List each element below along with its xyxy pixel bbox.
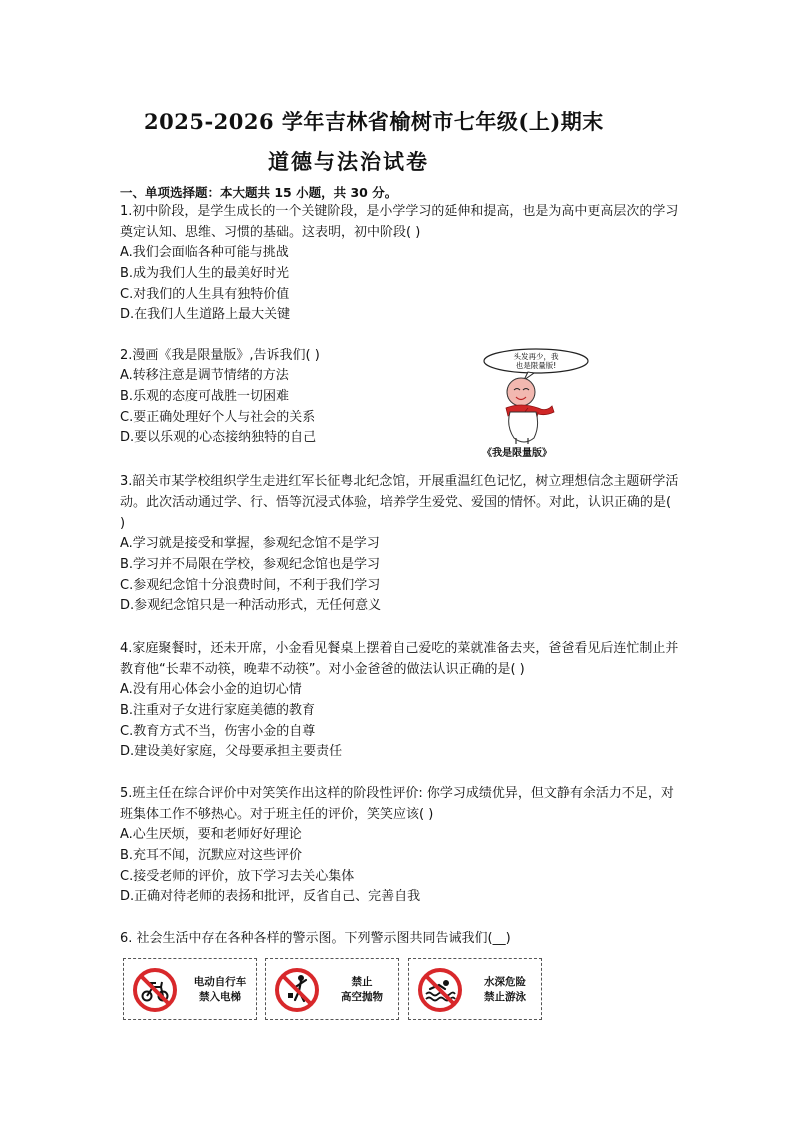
question-5-option-d: D.正确对待老师的表扬和批评，反省自己、完善自我 xyxy=(120,889,421,905)
exam-title-line1: 2025-2026 学年吉林省榆树市七年级(上)期末 xyxy=(144,109,604,134)
question-3-option-c: C.参观纪念馆十分浪费时间，不利于我们学习 xyxy=(120,577,381,593)
exam-title-line2: 道德与法治试卷 xyxy=(268,149,429,174)
question-4-option-c: C.教育方式不当，伤害小金的自尊 xyxy=(120,723,316,739)
question-1-option-d: D.在我们人生道路上最大关键 xyxy=(120,307,291,323)
question-2-option-c: C.要正确处理好个人与社会的关系 xyxy=(120,409,316,425)
bubble-text-1: 头发再少，我 xyxy=(513,352,559,361)
question-4-option-a: A.没有用心体会小金的迫切心情 xyxy=(120,682,302,697)
warning-sign-swimming-line2: 禁止游泳 xyxy=(484,991,526,1003)
question-3-option-b: B.学习并不局限在学校，参观纪念馆也是学习 xyxy=(120,556,381,572)
cartoon-limited-edition xyxy=(476,346,596,458)
warning-sign-throwing xyxy=(265,958,399,1020)
cartoon-illustration xyxy=(476,346,596,446)
question-1 xyxy=(120,201,680,326)
question-5-option-a: A.心生厌烦，要和老师好好理论 xyxy=(120,827,302,842)
question-4 xyxy=(120,638,680,763)
no-swimming-icon xyxy=(417,967,463,1013)
question-2 xyxy=(120,345,460,449)
warning-sign-throwing-line1: 禁止 xyxy=(351,976,373,988)
question-5-stem: 5.班主任在综合评价中对笑笑作出这样的阶段性评价: 你学习成绩优异，但文静有余活力不足，对班集体工作不够热心。对于班主任的评价，笑笑应该( ) xyxy=(120,786,674,822)
question-2-option-a: A.转移注意是调节情绪的方法 xyxy=(120,368,289,383)
question-1-stem: 1.初中阶段，是学生成长的一个关键阶段，是小学学习的延伸和提高，也是为高中更高层次的学习奠定认知、思维、习惯的基础。这表明，初中阶段( ) xyxy=(120,204,679,240)
bubble-text-2: 也是限量版! xyxy=(515,361,557,370)
question-4-option-d: D.建设美好家庭，父母要承担主要责任 xyxy=(120,744,343,760)
section-heading: 一、单项选择题：本大题共 15 小题，共 30 分。 xyxy=(120,185,398,200)
warning-sign-throwing-text xyxy=(328,975,396,1005)
warning-sign-throwing-line2: 高空抛物 xyxy=(341,991,383,1003)
question-1-option-b: B.成为我们人生的最美好时光 xyxy=(120,265,290,281)
question-3-stem: 3.韶关市某学校组织学生走进红军长征粤北纪念馆，开展重温红色记忆，树立理想信念主题研学活动。此次活动通过学、行、悟等沉浸式体验，培养学生爱党、爱国的情怀。对此，认识正确的是( ) xyxy=(120,474,679,531)
no-ebike-icon xyxy=(132,967,178,1013)
question-1-option-c: C.对我们的人生具有独特价值 xyxy=(120,286,290,302)
question-6 xyxy=(120,928,680,949)
warning-sign-ebike xyxy=(123,958,257,1020)
question-3 xyxy=(120,471,680,617)
warning-sign-ebike-line2: 禁入电梯 xyxy=(199,991,241,1003)
question-2-stem: 2.漫画《我是限量版》,告诉我们( ) xyxy=(120,348,320,363)
warning-sign-swimming xyxy=(408,958,542,1020)
warning-sign-ebike-line1: 电动自行车 xyxy=(193,976,247,988)
warning-sign-ebike-text xyxy=(186,975,254,1005)
no-throwing-icon xyxy=(274,967,320,1013)
question-5-option-b: B.充耳不闻，沉默应对这些评价 xyxy=(120,847,303,863)
question-1-option-a: A.我们会面临各种可能与挑战 xyxy=(120,245,289,260)
question-3-option-d: D.参观纪念馆只是一种活动形式，无任何意义 xyxy=(120,598,382,614)
question-4-option-b: B.注重对子女进行家庭美德的教育 xyxy=(120,702,316,718)
warning-sign-swimming-line1: 水深危险 xyxy=(484,976,526,988)
question-3-option-a: A.学习就是接受和掌握，参观纪念馆不是学习 xyxy=(120,536,380,551)
question-5-option-c: C.接受老师的评价，放下学习去关心集体 xyxy=(120,868,355,884)
cartoon-caption: 《我是限量版》 xyxy=(482,448,552,459)
question-6-stem: 6. 社会生活中存在各种各样的警示图。下列警示图共同告诫我们(__) xyxy=(120,931,511,946)
warning-sign-swimming-text xyxy=(471,975,539,1005)
question-4-stem: 4.家庭聚餐时，还未开席，小金看见餐桌上摆着自己爱吃的菜就准备去夹，爸爸看见后连忙制止并教育他“长辈不动筷，晚辈不动筷”。对小金爸爸的做法认识正确的是( ) xyxy=(120,641,679,677)
question-2-option-d: D.要以乐观的心态接纳独特的自己 xyxy=(120,430,317,446)
question-2-option-b: B.乐观的态度可战胜一切困难 xyxy=(120,388,290,404)
question-5 xyxy=(120,783,680,908)
